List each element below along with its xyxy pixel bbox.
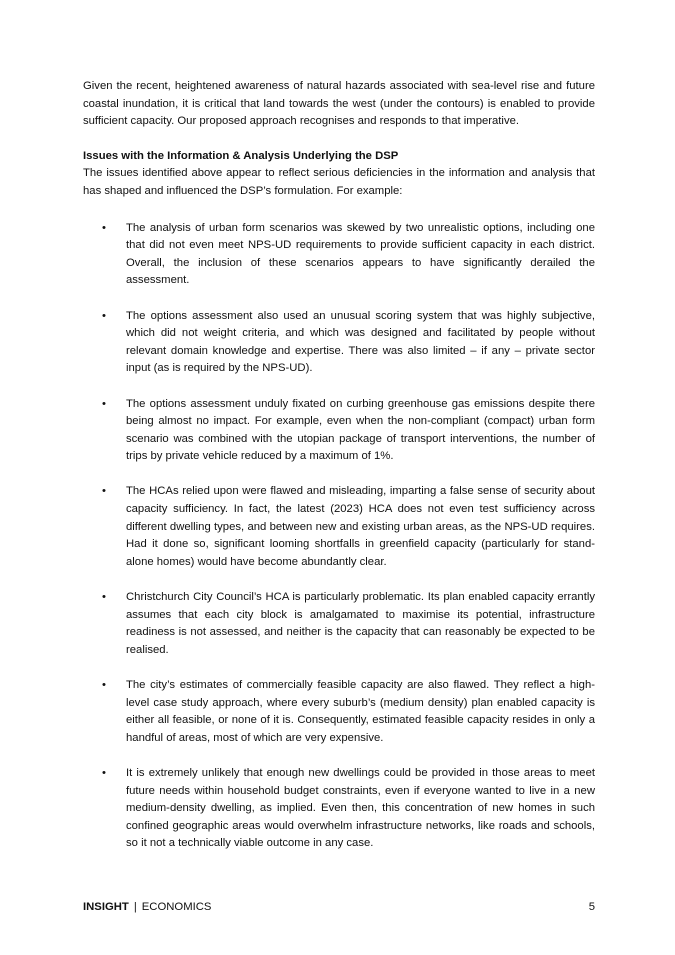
bullet-item-2	[83, 308, 595, 378]
bullet-item-1	[83, 220, 595, 290]
bullet-item-5	[83, 589, 595, 659]
footer-suffix: ECONOMICS	[141, 901, 212, 913]
footer-brand: INSIGHT	[83, 901, 129, 913]
issues-bullet-list	[83, 220, 595, 853]
bullet-text: The options assessment unduly fixated on curbing greenhouse gas emissions despite there being almost no impact. For example, even when the non-compliant (compact) urban form scenario was combined with the utopian package of transport interventions, the number of trips by private vehicle reduced by a maximum of 1%.	[126, 397, 595, 463]
bullet-icon: •	[102, 766, 106, 779]
bullet-text: The city’s estimates of commercially feasible capacity are also flawed. They reflect a high-level case study approach, where every suburb’s (medium density) plan enabled capacity is either all feasible, or none of it is. Consequently, estimated feasible capacity resides in only a handful of areas, most of which are very expensive.	[126, 679, 595, 744]
bullet-text: The HCAs relied upon were flawed and misleading, imparting a false sense of security about capacity sufficiency. In fact, the latest (2023) HCA does not even test sufficiency across different dwelling types, and between new and existing urban areas, as the NPS-UD requires. Had it done so, significant looming shortfalls in greenfield capacity (particularly for stand-alone homes) would have become abundantly clear.	[126, 485, 595, 568]
bullet-item-6	[83, 677, 595, 747]
bullet-text: The analysis of urban form scenarios was skewed by two unrealistic options, including one that did not even meet NPS-UD requirements to provide sufficient capacity in each district. Overall, the inclusion of these scenarios appears to have significantly derailed the assessment.	[126, 221, 595, 287]
bullet-icon: •	[102, 591, 106, 604]
bullet-text: The options assessment also used an unusual scoring system that was highly subjective, which did not weight criteria, and which was designed and facilitated by people without relevant domain knowledge and expertise. There was also limited – if any – private sector input (as is required by the NPS-UD).	[126, 309, 595, 375]
bullet-text: Christchurch City Council’s HCA is particularly problematic. Its plan enabled capacity errantly assumes that each city block is amalgamated to maximise its potential, infrastructure readiness is not assessed, and neither is the capacity that can reasonably be expected to be realised.	[126, 591, 595, 656]
footer-separator: |	[133, 901, 137, 913]
page-footer	[83, 899, 595, 916]
section-lead-paragraph: The issues identified above appear to reflect serious deficiencies in the information and analysis that has shaped and influenced the DSP’s formulation. For example:	[83, 167, 595, 197]
intro-paragraph: Given the recent, heightened awareness of natural hazards associated with sea-level rise and future coastal inundation, it is critical that land towards the west (under the contours) is enabled to provide sufficient capacity. Our proposed approach recognises and responds to that imperative.	[83, 80, 595, 128]
bullet-icon: •	[102, 221, 106, 234]
bullet-icon: •	[102, 397, 106, 410]
bullet-icon: •	[102, 309, 106, 322]
bullet-icon: •	[102, 485, 106, 498]
page-number: 5	[588, 901, 595, 913]
bullet-item-3	[83, 396, 595, 466]
bullet-text: It is extremely unlikely that enough new dwellings could be provided in those areas to meet future needs within household budget constraints, even if everyone wanted to live in a new medium-density dwelling, as implied. Even then, this concentration of new homes in such confined geographic areas would overwhelm infrastructure networks, like roads and schools, so it not a technically viable outcome in any case.	[126, 766, 595, 850]
bullet-item-4	[83, 483, 595, 571]
section-heading: Issues with the Information & Analysis Underlying the DSP	[83, 149, 399, 162]
bullet-item-7	[83, 765, 595, 853]
bullet-icon: •	[102, 679, 106, 691]
document-body	[83, 78, 595, 853]
